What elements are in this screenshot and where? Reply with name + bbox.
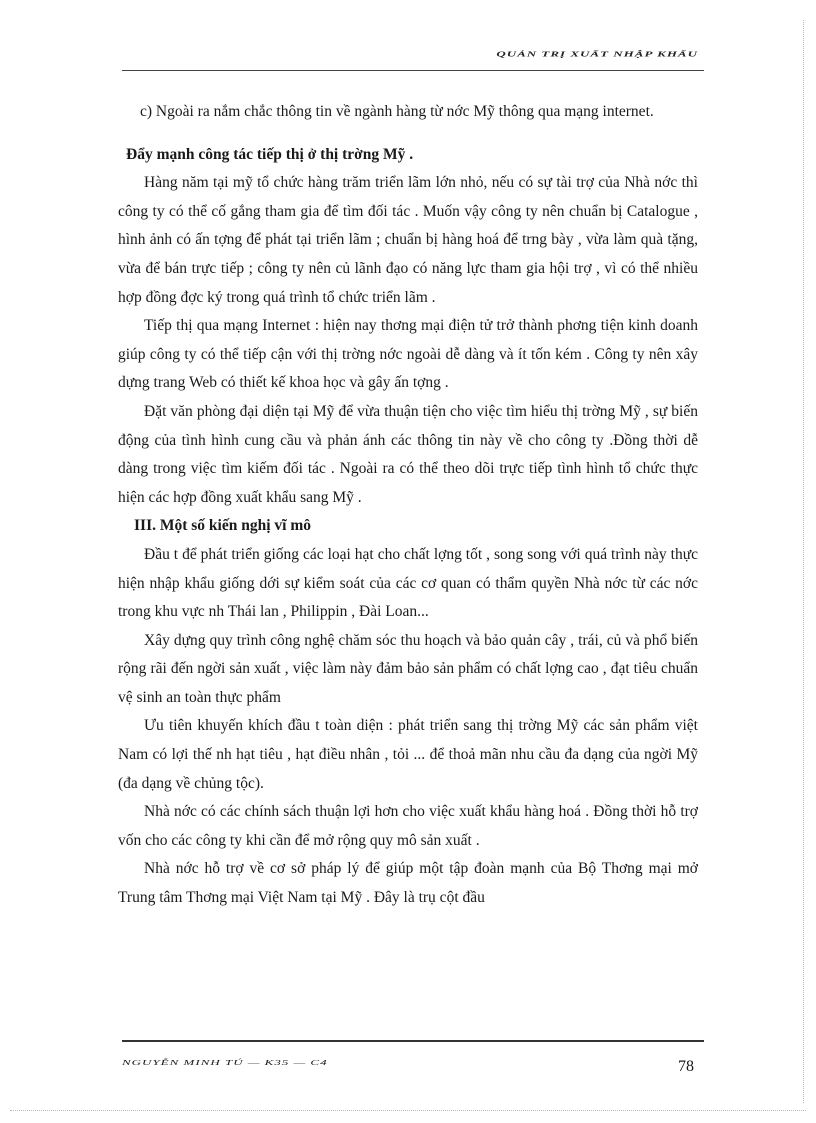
header-rule (122, 70, 704, 71)
paragraph: Hàng năm tại mỹ tổ chức hàng trăm triển lãm lớn nhỏ, nếu có sự tài trợ của Nhà nớc thì công ty có thể cố gắng tham gia để tìm đối tác . Muốn vậy công ty nên chuẩn bị Catalogue , hình ảnh có ấn tợng để phát tại triển lãm ; chuẩn bị hàng hoá để trng bày , vừa làm quà tặng, vừa để bán trực tiếp ; công ty nên củ lãnh đạo có năng lực tham gia hội trợ , vì có thể nhiều hợp đồng đợc ký trong quá trình tổ chức triển lãm . (118, 174, 698, 306)
page-body (118, 98, 698, 913)
footer-rule (122, 1040, 704, 1042)
section-heading: Đẩy mạnh công tác tiếp thị ở thị trờng Mỹ . (126, 145, 414, 163)
list-item-c: c) Ngoài ra nắm chắc thông tin về ngành hàng từ nớc Mỹ thông qua mạng internet. (140, 103, 654, 120)
paragraph: Ưu tiên khuyến khích đầu t toàn diện : phát triển sang thị trờng Mỹ các sản phẩm việt Nam có lợi thế nh hạt tiêu , hạt điều nhân , tỏi ... để thoả mãn nhu cầu đa dạng của ngời Mỹ (đa dạng về chủng tộc). (118, 717, 698, 792)
page-right-edge (803, 20, 804, 1103)
paragraph: Nhà nớc hỗ trợ về cơ sở pháp lý để giúp một tập đoàn mạnh của Bộ Thơng mại mở Trung tâm Thơng mại Việt Nam tại Mỹ . Đây là trụ cột đầu (118, 860, 698, 907)
paragraph: Tiếp thị qua mạng Internet : hiện nay thơng mại điện tử trở thành phơng tiện kinh doanh giúp công ty có thể tiếp cận với thị trờng nớc ngoài dễ dàng và ít tốn kém . Công ty nên xây dựng trang Web có thiết kế khoa học và gây ấn tợng . (118, 317, 698, 392)
page-number: 78 (678, 1058, 694, 1075)
paragraph: Đặt văn phòng đại diện tại Mỹ để vừa thuận tiện cho việc tìm hiểu thị trờng Mỹ , sự biến động của tình hình cung cầu và phản ánh các thông tin này về cho công ty .Đồng thời dễ dàng trong việc tìm kiếm đối tác . Ngoài ra có thể theo dõi trực tiếp tình hình tổ chức thực hiện các hợp đồng xuất khẩu sang Mỹ . (118, 402, 698, 506)
footer-author: NGUYỄN MINH TÚ — K35 — C4 (122, 1058, 328, 1067)
running-header: QUẢN TRỊ XUẤT NHẬP KHẨU (496, 50, 698, 59)
roman-heading: III. Một số kiến nghị vĩ mô (134, 517, 311, 535)
paragraph: Xây dựng quy trình công nghệ chăm sóc thu hoạch và bảo quản cây , trái, củ và phổ biến rộng rãi đến ngời sản xuất , việc làm này đảm bảo sản phẩm có chất lợng cao , đạt tiêu chuẩn vệ sinh an toàn thực phẩm (118, 631, 698, 706)
paragraph: Nhà nớc có các chính sách thuận lợi hơn cho việc xuất khẩu hàng hoá . Đồng thời hỗ trợ vốn cho các công ty khi cần để mở rộng quy mô sản xuất . (118, 803, 698, 849)
paragraph: Đầu t để phát triển giống các loại hạt cho chất lợng tốt , song song với quá trình này thực hiện nhập khẩu giống dới sự kiểm soát của các cơ quan có thẩm quyền Nhà nớc từ các nớc trong khu vực nh Thái lan , Philippin , Đài Loan... (118, 545, 698, 621)
page-bottom-edge (10, 1110, 806, 1111)
